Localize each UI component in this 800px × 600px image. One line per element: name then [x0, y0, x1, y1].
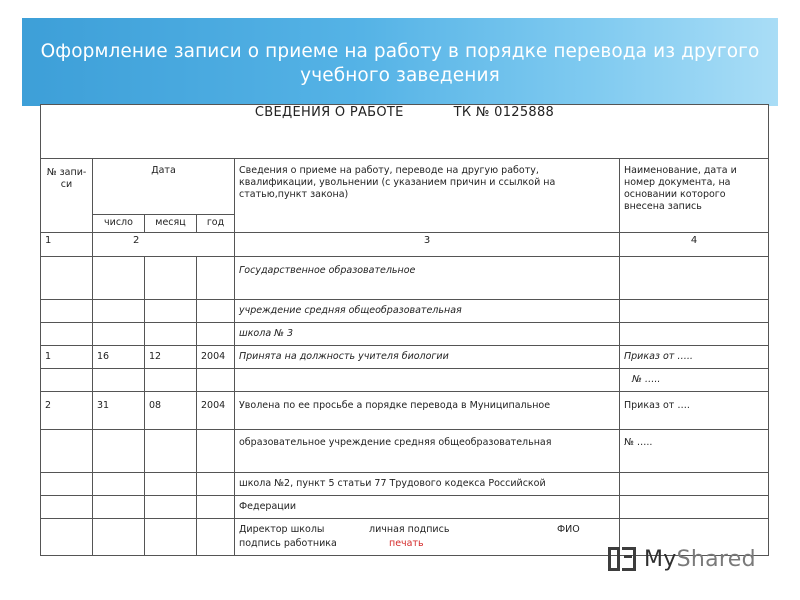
- cell-num: [41, 257, 93, 300]
- watermark-logo: [606, 540, 766, 578]
- column-header-row: [41, 159, 769, 215]
- col-info-header: Сведения о приеме на работу, переводе на другую работу, квалификации, увольнении (с указанием причин и ссылкой на статью,пункт закона): [235, 159, 620, 233]
- cell-info: школа № 3: [235, 323, 620, 346]
- numbering-cell: 1: [41, 233, 93, 257]
- cell-year: 2004: [197, 346, 235, 369]
- cell-num: [41, 323, 93, 346]
- table-row: [41, 496, 769, 519]
- cell-num: 2: [41, 392, 93, 430]
- numbering-cell: 2: [93, 233, 235, 257]
- cell-doc: [620, 473, 769, 496]
- cell-day: 31: [93, 392, 145, 430]
- cell-doc: № …..: [620, 430, 769, 473]
- employment-record-table: [40, 104, 769, 556]
- cell-day: [93, 473, 145, 496]
- table-row: [41, 369, 769, 392]
- signature-director: Директор школы: [239, 524, 325, 535]
- cell-day: [93, 519, 145, 556]
- cell-year: [197, 473, 235, 496]
- cell-info: Государственное образовательное: [235, 257, 620, 300]
- col-doc-header: Наименование, дата и номер документа, на основании которого внесена запись: [620, 159, 769, 233]
- table-row: [41, 430, 769, 473]
- cell-info: учреждение средняя общеобразовательная: [235, 300, 620, 323]
- cell-info: [235, 369, 620, 392]
- cell-num: [41, 473, 93, 496]
- slide-title-line2: учебного заведения: [300, 65, 500, 86]
- signature-cell: [235, 519, 620, 556]
- cell-month: 12: [145, 346, 197, 369]
- cell-doc: Приказ от ….: [620, 392, 769, 430]
- cell-year: [197, 430, 235, 473]
- cell-day: [93, 300, 145, 323]
- signature-personal: личная подпись: [369, 524, 450, 535]
- cell-day: [93, 430, 145, 473]
- table-row: [41, 323, 769, 346]
- cell-year: [197, 496, 235, 519]
- cell-month: [145, 430, 197, 473]
- cell-month: [145, 496, 197, 519]
- col-year-header: год: [197, 215, 235, 233]
- cell-month: [145, 369, 197, 392]
- cell-year: [197, 257, 235, 300]
- watermark-text: [644, 547, 756, 572]
- cell-info: образовательное учреждение средняя общеобразовательная: [235, 430, 620, 473]
- table-row: [41, 346, 769, 369]
- col-month-header: месяц: [145, 215, 197, 233]
- cell-day: 16: [93, 346, 145, 369]
- slide-title-line1: Оформление записи о приеме на работу в порядке перевода из другого: [40, 41, 760, 62]
- cell-month: [145, 300, 197, 323]
- cell-info: Федерации: [235, 496, 620, 519]
- cell-doc: [620, 300, 769, 323]
- table-row: [41, 392, 769, 430]
- table-row: [41, 257, 769, 300]
- col-num-header: № запи-си: [41, 159, 93, 233]
- cell-year: [197, 369, 235, 392]
- watermark-part1: My: [644, 546, 677, 572]
- cell-day: [93, 496, 145, 519]
- cell-year: [197, 519, 235, 556]
- numbering-row: [41, 233, 769, 257]
- cell-day: [93, 323, 145, 346]
- cell-doc: [620, 323, 769, 346]
- col-day-header: число: [93, 215, 145, 233]
- cell-month: [145, 323, 197, 346]
- cell-month: 08: [145, 392, 197, 430]
- cell-day: [93, 369, 145, 392]
- cell-num: [41, 430, 93, 473]
- cell-num: [41, 519, 93, 556]
- col-date-header: Дата: [93, 159, 235, 215]
- table-row: [41, 473, 769, 496]
- cell-info: Уволена по ее просьбе а порядке перевода в Муниципальное: [235, 392, 620, 430]
- cell-doc: Приказ от …..: [620, 346, 769, 369]
- cell-num: [41, 300, 93, 323]
- cell-info: школа №2, пункт 5 статьи 77 Трудового кодекса Российской: [235, 473, 620, 496]
- header-left: СВЕДЕНИЯ О РАБОТЕ: [254, 105, 404, 120]
- cell-year: [197, 300, 235, 323]
- header-right: ТК № 0125888: [453, 105, 555, 120]
- watermark-part2: Shared: [676, 546, 756, 572]
- cell-num: [41, 369, 93, 392]
- table-row: [41, 300, 769, 323]
- cell-month: [145, 519, 197, 556]
- signature-worker: подпись работника: [239, 538, 337, 549]
- signature-fio: ФИО: [557, 524, 580, 535]
- cell-day: [93, 257, 145, 300]
- cell-doc: [620, 496, 769, 519]
- cell-info: Принята на должность учителя биологии: [235, 346, 620, 369]
- numbering-cell: 3: [235, 233, 620, 257]
- table-header-row: [41, 105, 769, 159]
- signature-stamp: печать: [389, 538, 424, 549]
- slide-title: [0, 40, 800, 88]
- cell-doc: № …..: [620, 369, 769, 392]
- cell-year: 2004: [197, 392, 235, 430]
- cell-year: [197, 323, 235, 346]
- cell-num: [41, 496, 93, 519]
- table-header: [41, 105, 769, 159]
- cell-doc: [620, 257, 769, 300]
- cell-num: 1: [41, 346, 93, 369]
- numbering-cell: 4: [620, 233, 769, 257]
- cell-month: [145, 257, 197, 300]
- cell-month: [145, 473, 197, 496]
- slides-logo-icon: [606, 543, 640, 575]
